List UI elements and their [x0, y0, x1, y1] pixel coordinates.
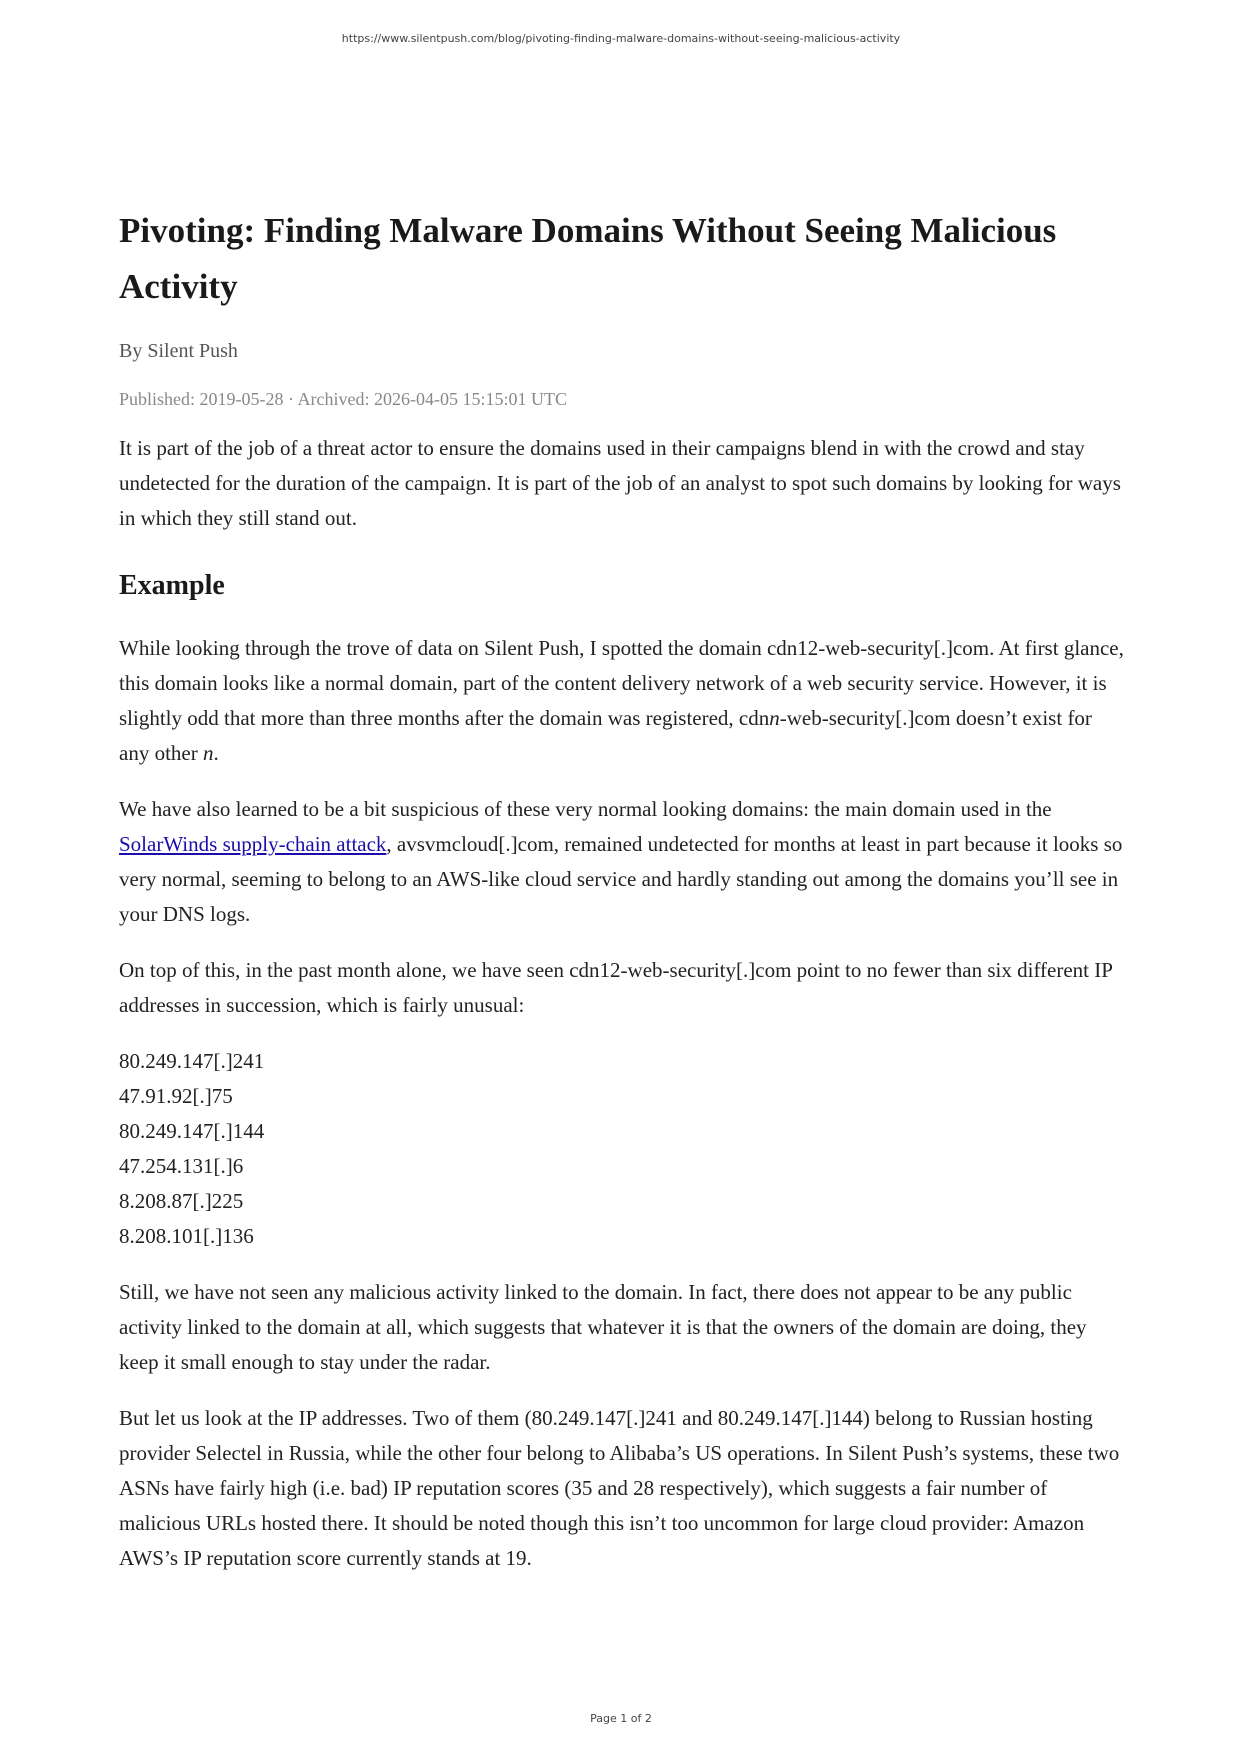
article-meta: Published: 2019-05-28 · Archived: 2026-04-05 15:15:01 UTC	[119, 389, 567, 409]
intro-paragraph: It is part of the job of a threat actor to ensure the domains used in their campaigns blend in with the crowd and stay undetected for the duration of the campaign. It is part of the job of an analyst to spot such domains by looking for ways in which they still stand out.	[119, 436, 1121, 530]
ip-address-item: 80.249.147[.]144	[119, 1119, 265, 1143]
article-byline: By Silent Push	[119, 340, 238, 362]
article-title: Pivoting: Finding Malware Domains Without Seeing Malicious Activity	[119, 211, 1057, 306]
paragraph-no-malicious-activity: Still, we have not seen any malicious activity linked to the domain. In fact, there does not appear to be any public activity linked to the domain at all, which suggests that whatever it is that the owners of the domain are doing, they keep it small enough to stay under the radar.	[119, 1280, 1087, 1374]
ip-address-item: 8.208.87[.]225	[119, 1189, 244, 1213]
p1-variable-n-2: n	[202, 741, 214, 765]
paragraph-domain-observation	[119, 631, 1125, 771]
paragraph-ip-reputation: But let us look at the IP addresses. Two of them (80.249.147[.]241 and 80.249.147[.]144) belong to Russian hosting provider Selectel in Russia, while the other four belong to Alibaba’s US operations. In Silent Push’s systems, these two ASNs have fairly high (i.e. bad) IP reputation scores (35 and 28 respectively), which suggests a fair number of malicious URLs hosted there. It should be noted though this isn’t too uncommon for large cloud provider: Amazon AWS’s IP reputation score currently stands at 19.	[119, 1406, 1120, 1570]
page-number-footer: Page 1 of 2	[590, 1712, 652, 1725]
section-heading-example: Example	[119, 570, 225, 601]
p1-text-a: While looking through the trove of data on Silent Push, I spotted the domain cdn12-web-security[.]com. At first glance, this domain looks like a normal domain, part of the content delivery network of a web security service. However, it is slightly odd that more than three months after the domain was registered, cdn	[119, 636, 1124, 730]
p2-text-before: We have also learned to be a bit suspicious of these very normal looking domains: the main domain used in the	[119, 797, 1052, 821]
ip-address-item: 47.254.131[.]6	[119, 1154, 244, 1178]
paragraph-solarwinds	[119, 792, 1125, 932]
ip-address-item: 47.91.92[.]75	[119, 1084, 233, 1108]
ip-address-item: 80.249.147[.]241	[119, 1049, 265, 1073]
solarwinds-attack-link[interactable]: SolarWinds supply-chain attack	[119, 832, 387, 856]
paragraph-ip-changes: On top of this, in the past month alone, we have seen cdn12-web-security[.]com point to no fewer than six different IP addresses in succession, which is fairly unusual:	[119, 958, 1113, 1017]
p1-text-c: .	[213, 741, 219, 765]
ip-address-list	[119, 1044, 1125, 1254]
article	[119, 203, 1125, 1597]
p1-text-b: -web-security[.]com doesn’t exist for any other	[119, 706, 1092, 765]
p1-variable-n: n	[769, 706, 780, 730]
ip-address-item: 8.208.101[.]136	[119, 1224, 254, 1248]
p2-text-after: , avsvmcloud[.]com, remained undetected for months at least in part because it looks so very normal, seeming to belong to an AWS-like cloud service and hardly standing out among the domains you’ll see in your DNS logs.	[119, 832, 1123, 926]
page-url-header: https://www.silentpush.com/blog/pivoting-finding-malware-domains-without-seeing-malicious-activity	[341, 32, 901, 45]
